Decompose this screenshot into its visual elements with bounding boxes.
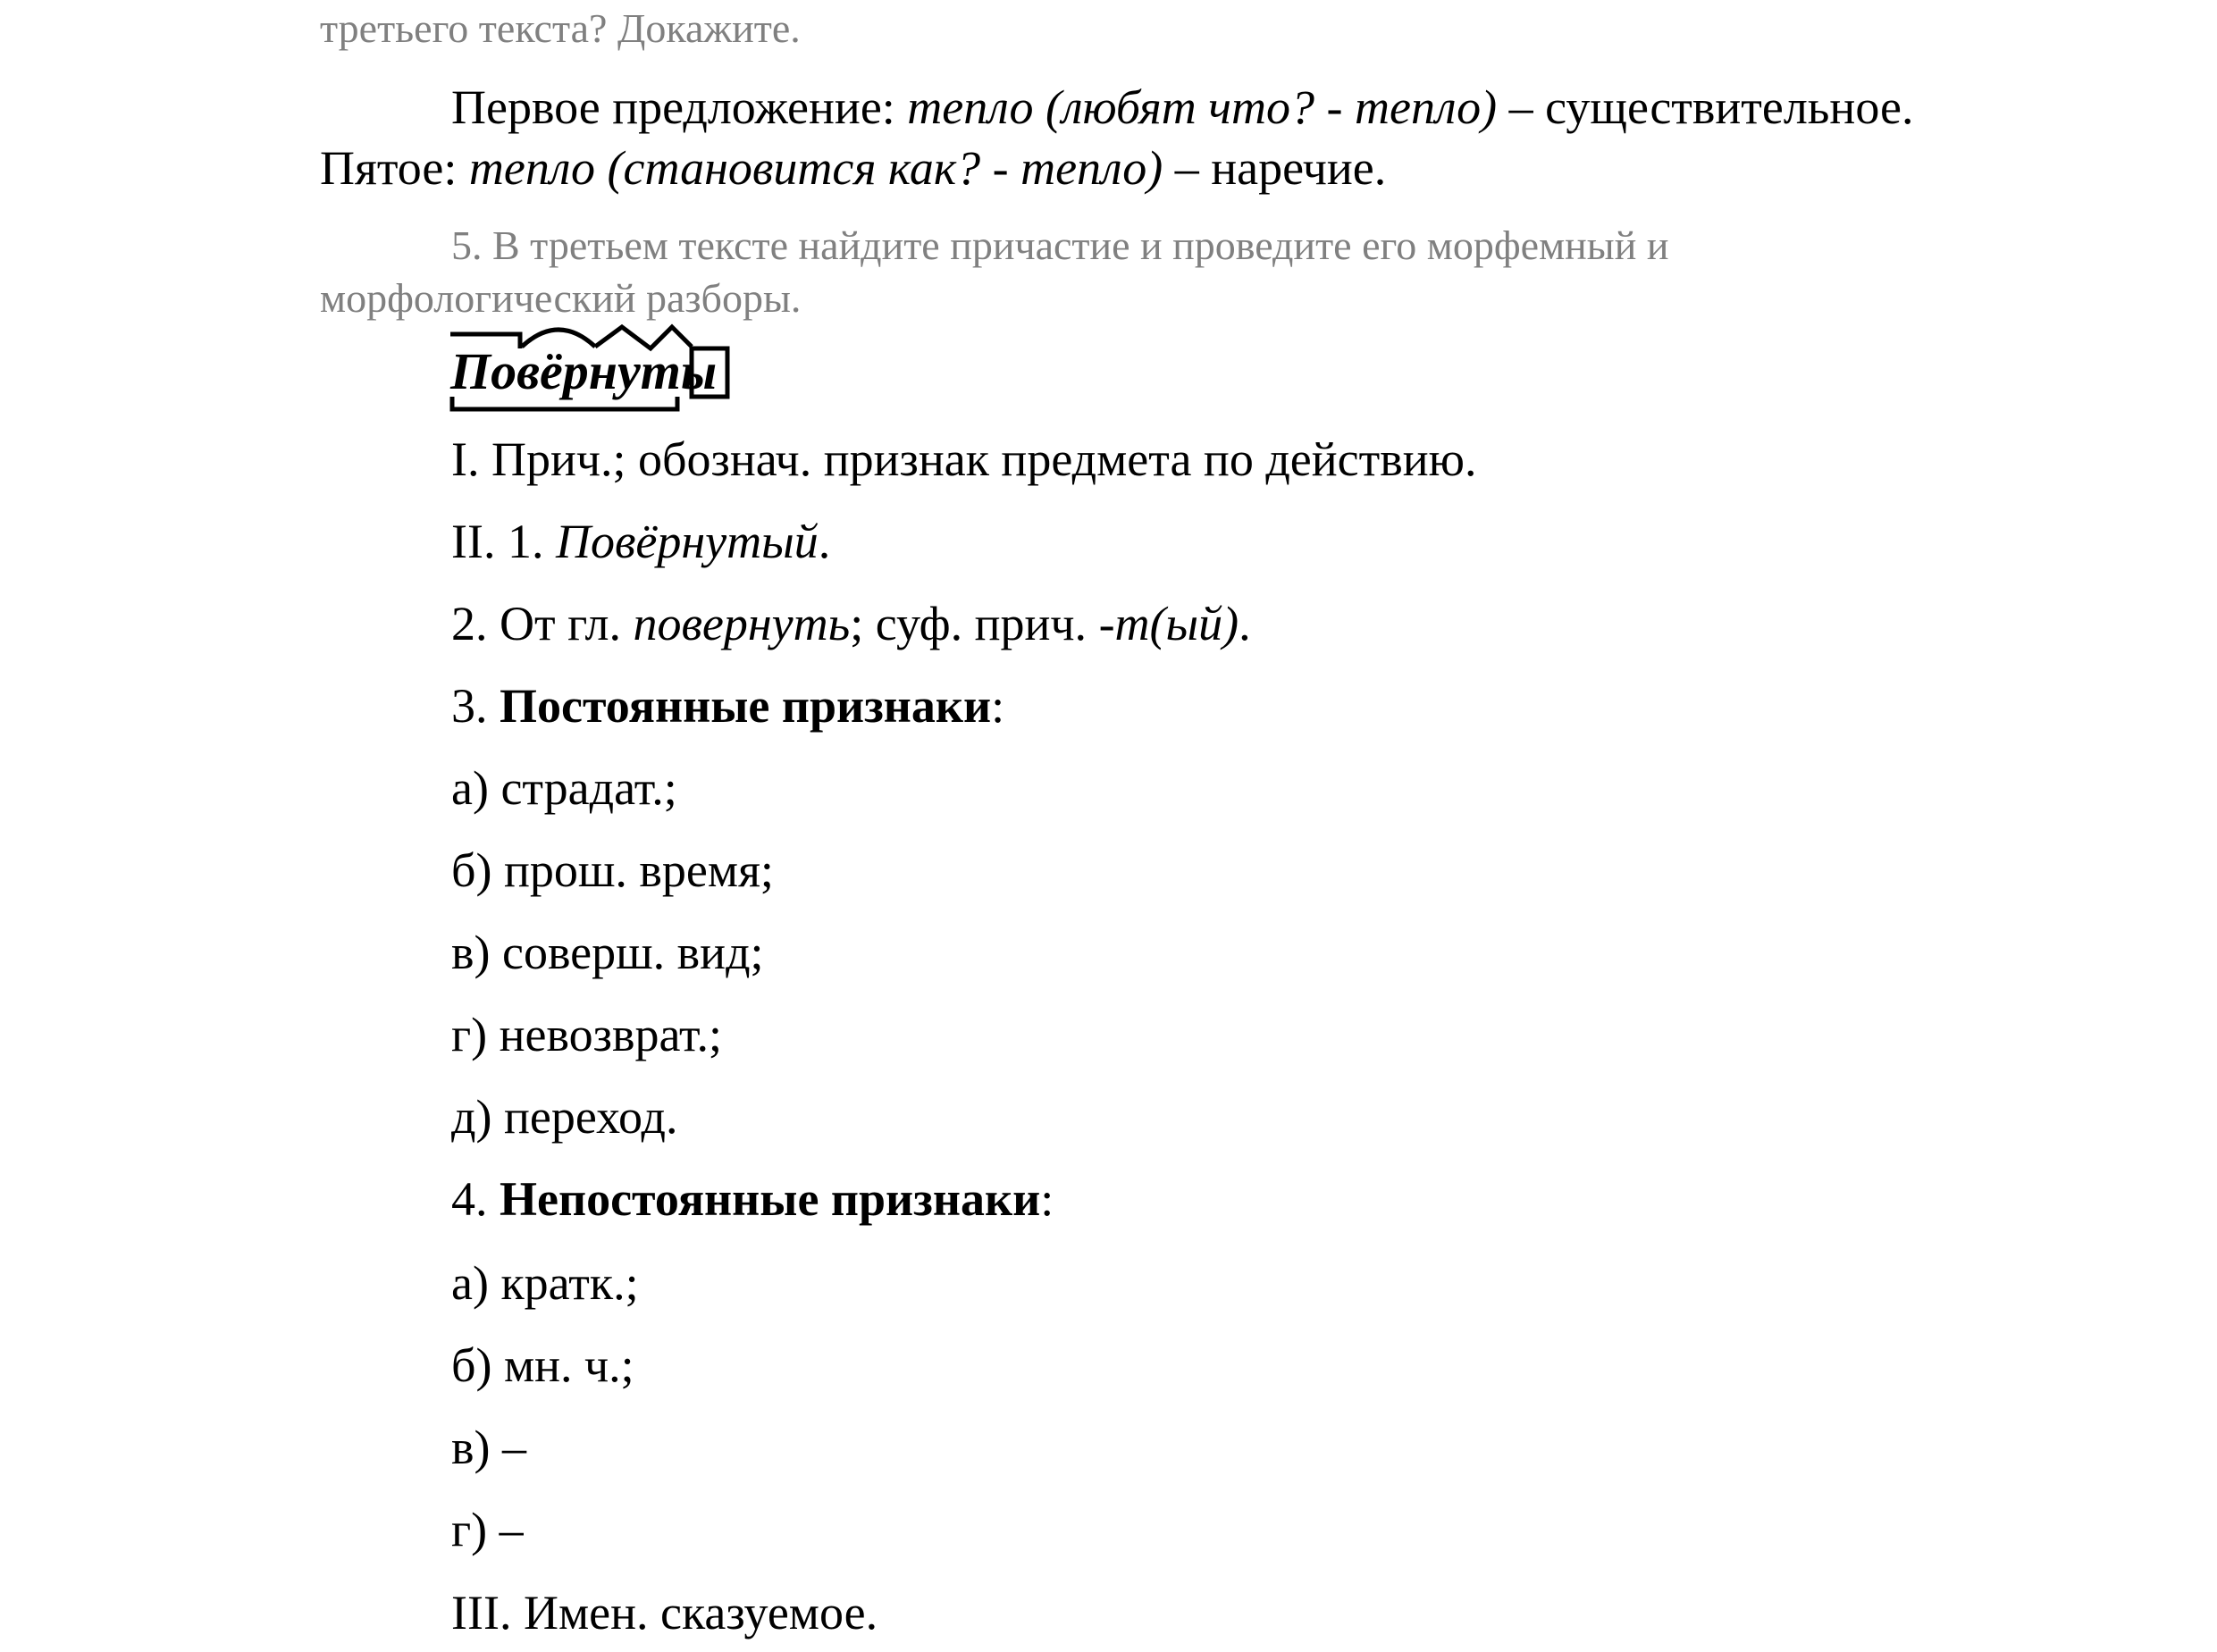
constant-feature-item: д) переход. [451,1090,678,1144]
answer-text: – существительное. [1497,80,1914,134]
answer-text: Пятое: [320,141,469,195]
heading-number: 4. [451,1172,500,1226]
answer-line-1 [451,79,1913,136]
variable-feature-item: г) – [451,1503,524,1556]
analysis-text: ; суф. прич. [850,597,1099,650]
constant-feature-item: а) страдат.; [451,761,677,815]
answer-italic: тепло (становится как? - тепло) [468,141,1163,195]
heading-label: Постоянные признаки [500,679,992,733]
variable-features-heading [451,1170,1054,1228]
source-verb: повернуть [633,597,851,650]
analysis-text: . [1239,597,1251,650]
constant-feature-item: б) прош. время; [451,843,774,897]
heading-number: 3. [451,679,500,733]
heading-colon: : [991,679,1005,733]
constant-features-heading [451,677,1004,734]
analysis-ii-2 [451,595,1251,652]
analysis-text: 2. От гл. [451,597,634,650]
morpheme-diagram [447,323,751,422]
answer-italic: тепло (любят что? - тепло) [907,80,1498,134]
previous-task-tail: третьего текста? Докажите. [320,5,801,51]
analysis-iii: III. Имен. сказуемое. [451,1586,878,1639]
variable-feature-item: а) кратк.; [451,1256,639,1310]
variable-feature-item: б) мн. ч.; [451,1338,634,1392]
suffix: -т(ый) [1098,597,1239,650]
variable-feature-item: в) – [451,1421,526,1474]
analysis-text: II. 1. [451,515,556,568]
constant-feature-item: в) соверш. вид; [451,926,764,979]
initial-form: Повёрнутый [555,515,819,568]
heading-colon: : [1040,1172,1054,1226]
answer-text: – наречие. [1163,141,1387,195]
heading-label: Непостоянные признаки [500,1172,1041,1226]
task-5-line-2: морфологический разборы. [320,275,802,321]
task-5-line-1: 5. В третьем тексте найдите причастие и проведите его морфемный и [451,222,1669,268]
analysis-text: . [818,515,831,568]
answer-text: Первое предложение: [451,80,908,134]
constant-feature-item: г) невозврат.; [451,1008,723,1061]
morpheme-word: Повёрнуты [450,342,718,400]
answer-line-2 [320,139,1386,197]
analysis-i: I. Прич.; обознач. признак предмета по действию. [451,432,1477,486]
analysis-ii-1 [451,513,830,570]
